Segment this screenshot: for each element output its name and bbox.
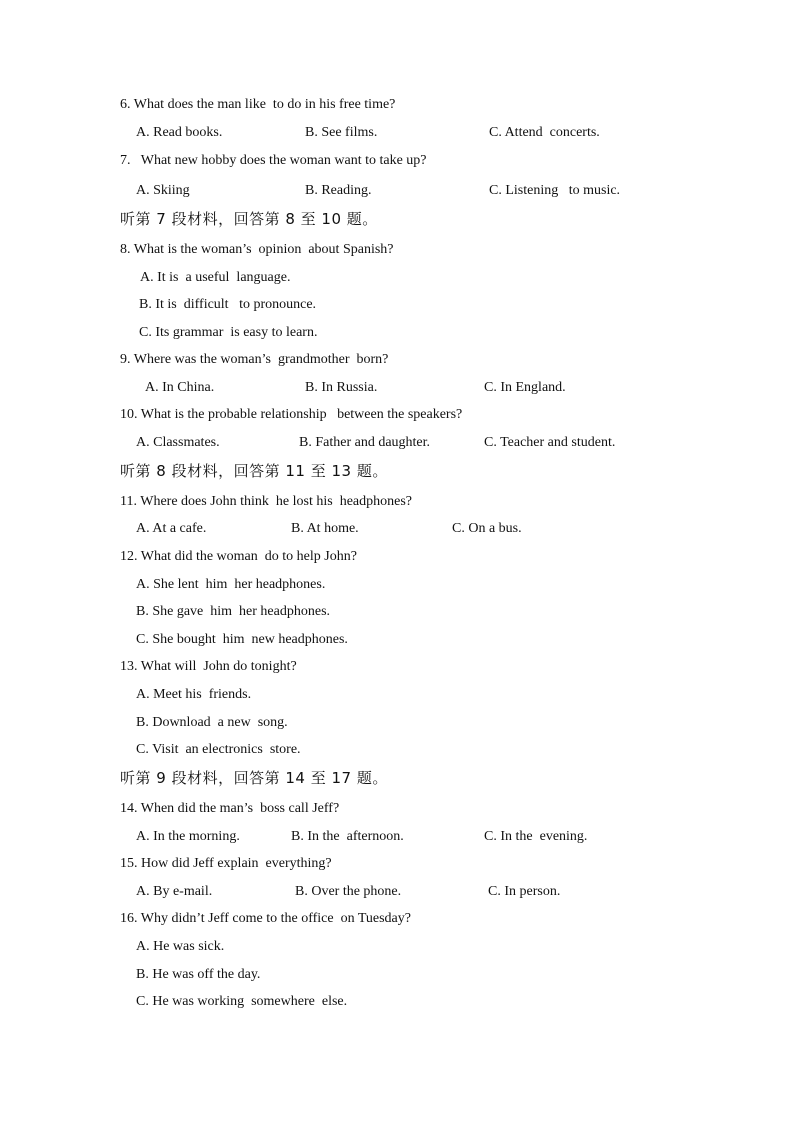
option-c: C. He was working somewhere else. xyxy=(136,994,348,1009)
question-13: 13. What will John do tonight? xyxy=(120,659,297,674)
question-16: 16. Why didn’t Jeff come to the office on Tuesday? xyxy=(120,911,411,926)
section-heading-7: 听第 7 段材料，回答第 8 至 10 题。 xyxy=(120,210,378,228)
option-b: B. Reading. xyxy=(305,183,372,198)
option-b: B. At home. xyxy=(291,521,359,536)
option-b: B. He was off the day. xyxy=(136,967,261,982)
option-a: A. At a cafe. xyxy=(136,521,207,536)
option-c: C. Attend concerts. xyxy=(489,125,600,140)
option-a: A. Read books. xyxy=(136,125,223,140)
question-6: 6. What does the man like to do in his free time? xyxy=(120,97,396,112)
option-c: C. In England. xyxy=(484,380,566,395)
option-b: B. See films. xyxy=(305,125,378,140)
option-a: A. By e-mail. xyxy=(136,884,213,899)
option-c: C. In person. xyxy=(488,884,561,899)
question-8: 8. What is the woman’s opinion about Spanish? xyxy=(120,242,394,257)
option-a: A. Meet his friends. xyxy=(136,687,252,702)
option-c: C. On a bus. xyxy=(452,521,522,536)
section-heading-8: 听第 8 段材料，回答第 11 至 13 题。 xyxy=(120,462,388,480)
option-c: C. Listening to music. xyxy=(489,183,621,198)
option-c: C. Teacher and student. xyxy=(484,435,616,450)
option-a: A. In the morning. xyxy=(136,829,240,844)
option-b: B. She gave him her headphones. xyxy=(136,604,331,619)
option-a: A. She lent him her headphones. xyxy=(136,577,326,592)
option-b: B. Father and daughter. xyxy=(299,435,431,450)
question-11: 11. Where does John think he lost his headphones? xyxy=(120,494,413,509)
section-heading-9: 听第 9 段材料，回答第 14 至 17 题。 xyxy=(120,769,388,787)
option-a: A. In China. xyxy=(145,380,215,395)
question-10: 10. What is the probable relationship between the speakers? xyxy=(120,407,463,422)
question-9: 9. Where was the woman’s grandmother born? xyxy=(120,352,389,367)
option-c: C. Its grammar is easy to learn. xyxy=(139,325,318,340)
option-a: A. Skiing xyxy=(136,183,190,198)
option-c: C. In the evening. xyxy=(484,829,588,844)
option-b: B. Over the phone. xyxy=(295,884,402,899)
option-a: A. He was sick. xyxy=(136,939,225,954)
option-a: A. Classmates. xyxy=(136,435,220,450)
option-b: B. Download a new song. xyxy=(136,715,288,730)
option-b: B. In the afternoon. xyxy=(291,829,404,844)
option-c: C. She bought him new headphones. xyxy=(136,632,348,647)
option-b: B. In Russia. xyxy=(305,380,378,395)
option-a: A. It is a useful language. xyxy=(140,270,291,285)
question-12: 12. What did the woman do to help John? xyxy=(120,549,357,564)
option-b: B. It is difficult to pronounce. xyxy=(139,297,317,312)
option-c: C. Visit an electronics store. xyxy=(136,742,301,757)
question-15: 15. How did Jeff explain everything? xyxy=(120,856,332,871)
question-7: 7. What new hobby does the woman want to take up? xyxy=(120,153,427,168)
question-14: 14. When did the man’s boss call Jeff? xyxy=(120,801,340,816)
